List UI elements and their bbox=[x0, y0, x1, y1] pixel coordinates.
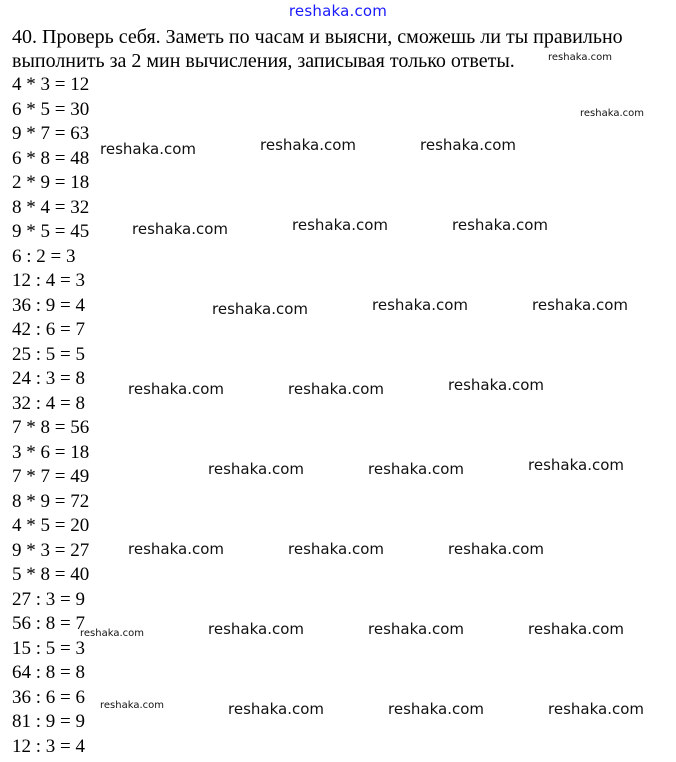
answer-row: 25 : 5 = 5 bbox=[12, 343, 85, 365]
answer-row: 8 * 9 = 72 bbox=[12, 490, 90, 512]
answer-row: 6 * 8 = 48 bbox=[12, 147, 90, 169]
watermark: reshaka.com bbox=[100, 140, 196, 158]
answers-list bbox=[12, 73, 89, 759]
answer-row: 3 * 6 = 18 bbox=[12, 441, 90, 463]
answer-row: 7 * 7 = 49 bbox=[12, 466, 90, 487]
answer-row: 12 : 4 = 3 bbox=[12, 270, 85, 291]
watermark: reshaka.com bbox=[228, 700, 324, 718]
answer-row: 2 * 9 = 18 bbox=[12, 172, 90, 193]
answer-row: 24 : 3 = 8 bbox=[12, 368, 85, 389]
answer-row: 36 : 9 = 4 bbox=[12, 294, 85, 316]
watermark: reshaka.com bbox=[388, 700, 484, 718]
answer-row: 5 * 8 = 40 bbox=[12, 564, 90, 585]
watermark: reshaka.com bbox=[420, 136, 516, 154]
answer-row: 9 * 3 = 27 bbox=[12, 539, 90, 561]
watermark: reshaka.com bbox=[292, 216, 388, 234]
watermark: reshaka.com bbox=[212, 300, 308, 318]
answer-row: 56 : 8 = 7 bbox=[12, 613, 85, 634]
answer-row: 4 * 3 = 12 bbox=[12, 74, 90, 95]
answer-row: 7 * 8 = 56 bbox=[12, 417, 90, 438]
answer-row: 27 : 3 = 9 bbox=[12, 588, 85, 610]
watermark: reshaka.com bbox=[288, 540, 384, 558]
watermark: reshaka.com bbox=[372, 296, 468, 314]
task-title: 40. Проверь себя. Заметь по часам и выясни, сможешь ли ты правильно выполнить за 2 мин вычисления, записывая только ответы. bbox=[12, 26, 623, 72]
watermark: reshaka.com bbox=[128, 540, 224, 558]
watermark: reshaka.com bbox=[208, 620, 304, 638]
watermark: reshaka.com bbox=[128, 380, 224, 398]
answer-row: 64 : 8 = 8 bbox=[12, 662, 85, 683]
watermark: reshaka.com bbox=[368, 460, 464, 478]
watermark: reshaka.com bbox=[448, 540, 544, 558]
answer-row: 12 : 3 = 4 bbox=[12, 735, 85, 757]
watermark: reshaka.com bbox=[548, 700, 644, 718]
watermark: reshaka.com bbox=[548, 52, 612, 63]
answer-row: 81 : 9 = 9 bbox=[12, 711, 85, 732]
watermark: reshaka.com bbox=[288, 380, 384, 398]
answer-row: 36 : 6 = 6 bbox=[12, 686, 85, 708]
watermark: reshaka.com bbox=[132, 220, 228, 238]
watermark: reshaka.com bbox=[528, 620, 624, 638]
watermark: reshaka.com bbox=[580, 108, 644, 119]
watermark: reshaka.com bbox=[368, 620, 464, 638]
answer-row: 6 : 2 = 3 bbox=[12, 245, 76, 267]
watermark: reshaka.com bbox=[80, 628, 144, 639]
answer-row: 9 * 5 = 45 bbox=[12, 221, 90, 242]
watermark: reshaka.com bbox=[448, 376, 544, 394]
answer-row: 15 : 5 = 3 bbox=[12, 637, 85, 659]
watermark: reshaka.com bbox=[260, 136, 356, 154]
watermark: reshaka.com bbox=[528, 456, 624, 474]
site-header-link[interactable]: reshaka.com bbox=[288, 2, 388, 20]
answer-row: 8 * 4 = 32 bbox=[12, 196, 90, 218]
watermark: reshaka.com bbox=[532, 296, 628, 314]
answer-row: 4 * 5 = 20 bbox=[12, 515, 90, 536]
answer-row: 6 * 5 = 30 bbox=[12, 98, 90, 120]
answer-row: 9 * 7 = 63 bbox=[12, 123, 90, 144]
watermark: reshaka.com bbox=[100, 700, 164, 711]
watermark: reshaka.com bbox=[208, 460, 304, 478]
watermark: reshaka.com bbox=[452, 216, 548, 234]
task-block bbox=[12, 25, 672, 73]
answer-row: 32 : 4 = 8 bbox=[12, 392, 85, 414]
answer-row: 42 : 6 = 7 bbox=[12, 319, 85, 340]
